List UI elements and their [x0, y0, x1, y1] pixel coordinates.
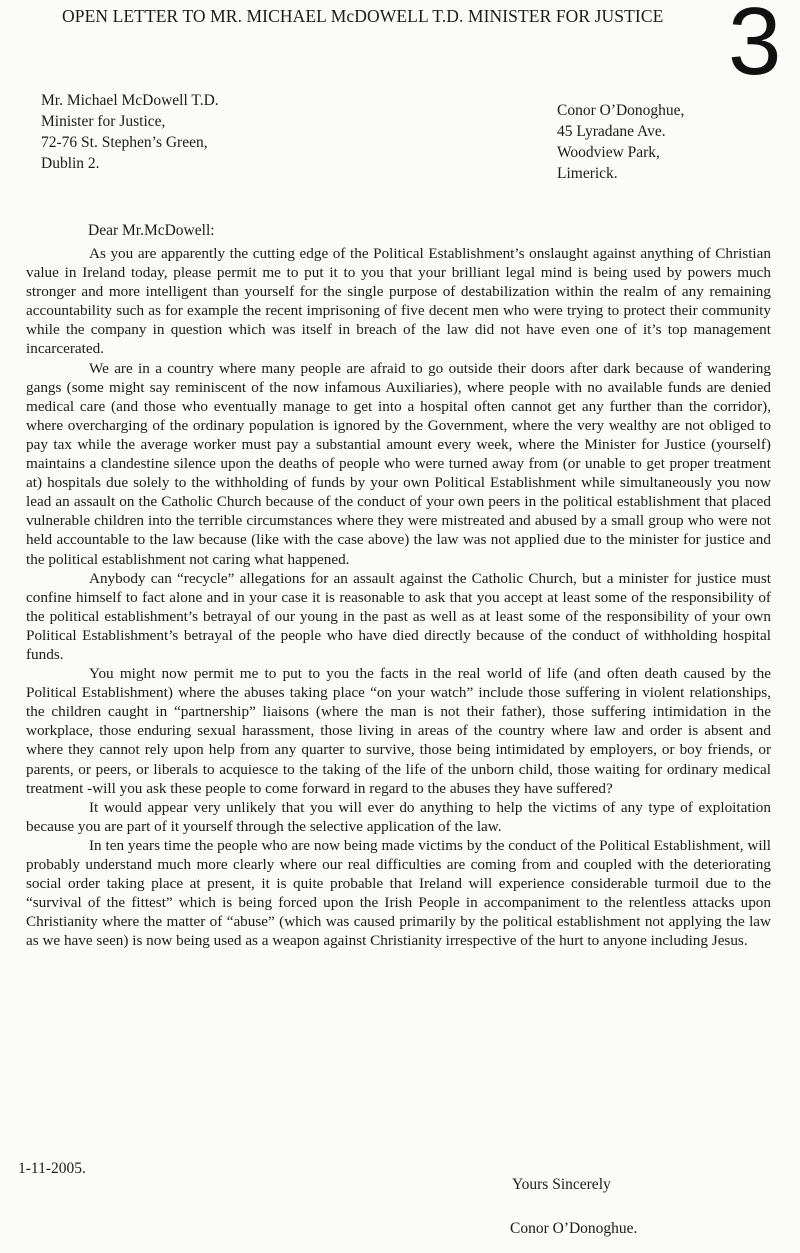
sender-line: Woodview Park, [557, 144, 660, 161]
recipient-line: Minister for Justice, [41, 113, 166, 130]
letter-body [26, 244, 771, 950]
body-paragraph: It would appear very unlikely that you will ever do anything to help the victims of any type of exploitation because you are part of it yourself through the selective application of the law. [26, 798, 771, 835]
recipient-line: Mr. Michael McDowell T.D. [41, 92, 219, 109]
recipient-line: 72-76 St. Stephen’s Green, [41, 134, 208, 151]
sender-line: Conor O’Donoghue, [557, 102, 685, 119]
body-paragraph: You might now permit me to put to you the facts in the real world of life (and often death caused by the Political Establishment) where the abuses taking place “on your watch” include those suffering in violent relationships, the children caught in “partnership” liaisons (where the man is not their father), those suffering intimidation in the workplace, those enduring sexual harassment, those living in areas of the country where law and order is absent and where they cannot rely upon help from any quarter to survive, those being intimidated by employers, or boy friends, or parents, or peers, or liberals to acquiesce to the taking of the life of the unborn child, those waiting for ordinary medical treatment -will you ask these people to come forward in regard to the abuses they have suffered? [26, 665, 771, 797]
sender-address [557, 100, 684, 184]
body-paragraph: In ten years time the people who are now being made victims by the conduct of the Political Establishment, will probably understand much more clearly where our real difficulties are coming from and coupled with the deteriorating social order taking place at present, it is quite probable that Ireland will experience considerable turmoil due to the “survival of the fittest” which is being forced upon the Irish People in accompaniment to the relentless attacks upon Christianity where the matter of “abuse” (which was caused primarily by the political establishment not applying the law as we have seen) is now being used as a weapon against Christianity irrespective of the hurt to anyone including Jesus. [26, 836, 771, 950]
body-paragraph: Anybody can “recycle” allegations for an assault against the Catholic Church, but a minister for justice must confine himself to fact alone and in your case it is reasonable to ask that you accept at least some of the responsibility of the political establishment’s betrayal of our young in the past as well as at least some of the responsibility of your own Political Establishment’s betrayal of the people who have died directly because of the conduct of withholding hospital funds. [26, 569, 771, 663]
body-paragraph: As you are apparently the cutting edge of the Political Establishment’s onslaught against anything of Christian value in Ireland today, please permit me to put it to you that your brilliant legal mind is being used by powers much stronger and more intelligent than yourself for the single purpose of destabilization within the realm of any remaining accountability such as for example the recent imprisoning of five decent men who were trying to protect their community while the company in question which was itself in breach of the law did not have even one of it’s top management incarcerated. [26, 245, 771, 358]
signature: Conor O’Donoghue. [510, 1220, 638, 1237]
recipient-address [41, 90, 219, 174]
salutation: Dear Mr.McDowell: [88, 222, 215, 239]
body-paragraph: We are in a country where many people are afraid to go outside their doors after dark because of wandering gangs (some might say reminiscent of the now infamous Auxiliaries), where people with no available funds are denied medical care (and those who eventually manage to get into a hospital often cannot get any further than the corridor), where overcharging of the ordinary population is ignored by the Government, where the very wealthy are not obliged to pay tax while the average worker must pay a substantial amount every week, where the Minister for Justice (yourself) maintains a clandestine silence upon the deaths of people who were turned away from (or unable to get proper treatment at) hospitals due solely to the withholding of funds by your own Political Establishment while simultaneously you now lead an assault on the Catholic Church because of the conduct of your own peers in the political establishment that placed vulnerable children into the terrible circumstances where they were mistreated and abused by a small group who were not held accountable to the law because (like with the case above) the law was not applied due to the minister for justice and the political establishment not caring what happened. [26, 359, 771, 568]
sender-line: Limerick. [557, 165, 618, 182]
letter-date: 1-11-2005. [18, 1160, 86, 1177]
sender-line: 45 Lyradane Ave. [557, 123, 666, 140]
recipient-line: Dublin 2. [41, 155, 100, 172]
closing: Yours Sincerely [512, 1176, 611, 1193]
page-number: 3 [728, 0, 782, 95]
letter-heading: OPEN LETTER TO MR. MICHAEL McDOWELL T.D. MINISTER FOR JUSTICE [62, 6, 664, 26]
